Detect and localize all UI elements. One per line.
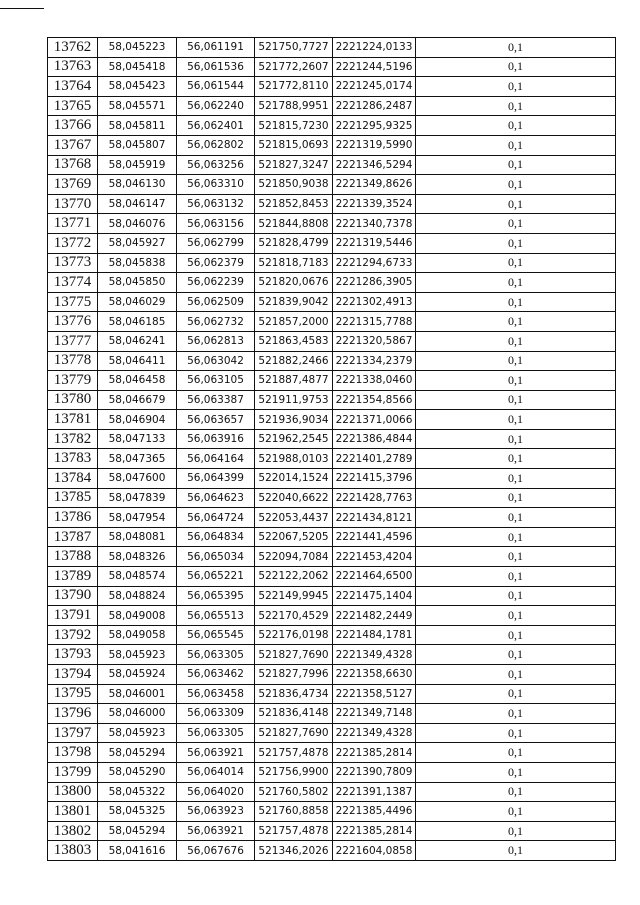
- longitude-cell: 56,065221: [177, 567, 255, 587]
- point-id-cell: 13784: [48, 469, 98, 489]
- y-coordinate-cell: 2221390,7809: [333, 762, 416, 782]
- table-row: [48, 547, 616, 567]
- point-id-cell: 13772: [48, 233, 98, 253]
- y-coordinate-cell: 2221385,2814: [333, 821, 416, 841]
- longitude-cell: 56,062509: [177, 292, 255, 312]
- table-row: [48, 175, 616, 195]
- latitude-cell: 58,045927: [98, 233, 177, 253]
- point-id-cell: 13781: [48, 410, 98, 430]
- point-id-cell: 13789: [48, 567, 98, 587]
- deviation-cell: 0,1: [416, 57, 616, 77]
- table-row: [48, 429, 616, 449]
- deviation-cell: 0,1: [416, 684, 616, 704]
- x-coordinate-cell: 522053,4437: [255, 508, 333, 528]
- latitude-cell: 58,045322: [98, 782, 177, 802]
- table-row: [48, 567, 616, 587]
- table-row: [48, 449, 616, 469]
- y-coordinate-cell: 2221349,4328: [333, 645, 416, 665]
- x-coordinate-cell: 521820,0676: [255, 273, 333, 293]
- latitude-cell: 58,046001: [98, 684, 177, 704]
- longitude-cell: 56,062401: [177, 116, 255, 136]
- point-id-cell: 13771: [48, 214, 98, 234]
- y-coordinate-cell: 2221295,9325: [333, 116, 416, 136]
- deviation-cell: 0,1: [416, 488, 616, 508]
- latitude-cell: 58,048824: [98, 586, 177, 606]
- latitude-cell: 58,046076: [98, 214, 177, 234]
- longitude-cell: 56,063132: [177, 194, 255, 214]
- latitude-cell: 58,046241: [98, 331, 177, 351]
- x-coordinate-cell: 521887,4877: [255, 371, 333, 391]
- deviation-cell: 0,1: [416, 665, 616, 685]
- longitude-cell: 56,067676: [177, 841, 255, 861]
- deviation-cell: 0,1: [416, 214, 616, 234]
- longitude-cell: 56,063657: [177, 410, 255, 430]
- table-row: [48, 606, 616, 626]
- deviation-cell: 0,1: [416, 645, 616, 665]
- y-coordinate-cell: 2221484,1781: [333, 625, 416, 645]
- latitude-cell: 58,047954: [98, 508, 177, 528]
- table-row: [48, 782, 616, 802]
- deviation-cell: 0,1: [416, 38, 616, 58]
- x-coordinate-cell: 521815,0693: [255, 135, 333, 155]
- point-id-cell: 13775: [48, 292, 98, 312]
- point-id-cell: 13779: [48, 371, 98, 391]
- table-row: [48, 469, 616, 489]
- point-id-cell: 13774: [48, 273, 98, 293]
- longitude-cell: 56,063916: [177, 429, 255, 449]
- deviation-cell: 0,1: [416, 449, 616, 469]
- point-id-cell: 13767: [48, 135, 98, 155]
- table-row: [48, 253, 616, 273]
- table-row: [48, 116, 616, 136]
- table-row: [48, 704, 616, 724]
- deviation-cell: 0,1: [416, 273, 616, 293]
- table-row: [48, 331, 616, 351]
- deviation-cell: 0,1: [416, 704, 616, 724]
- longitude-cell: 56,065545: [177, 625, 255, 645]
- x-coordinate-cell: 522014,1524: [255, 469, 333, 489]
- table-row: [48, 527, 616, 547]
- latitude-cell: 58,045923: [98, 645, 177, 665]
- coordinates-table-body: [48, 38, 616, 861]
- table-row: [48, 233, 616, 253]
- x-coordinate-cell: 522094,7084: [255, 547, 333, 567]
- x-coordinate-cell: 522149,9945: [255, 586, 333, 606]
- longitude-cell: 56,062239: [177, 273, 255, 293]
- deviation-cell: 0,1: [416, 429, 616, 449]
- longitude-cell: 56,061536: [177, 57, 255, 77]
- y-coordinate-cell: 2221339,3524: [333, 194, 416, 214]
- longitude-cell: 56,063256: [177, 155, 255, 175]
- latitude-cell: 58,047365: [98, 449, 177, 469]
- y-coordinate-cell: 2221319,5990: [333, 135, 416, 155]
- x-coordinate-cell: 521911,9753: [255, 390, 333, 410]
- y-coordinate-cell: 2221371,0066: [333, 410, 416, 430]
- point-id-cell: 13782: [48, 429, 98, 449]
- longitude-cell: 56,063462: [177, 665, 255, 685]
- longitude-cell: 56,063309: [177, 704, 255, 724]
- table-row: [48, 38, 616, 58]
- y-coordinate-cell: 2221349,4328: [333, 723, 416, 743]
- y-coordinate-cell: 2221391,1387: [333, 782, 416, 802]
- y-coordinate-cell: 2221441,4596: [333, 527, 416, 547]
- deviation-cell: 0,1: [416, 802, 616, 822]
- coordinates-table: [47, 37, 616, 861]
- x-coordinate-cell: 521818,7183: [255, 253, 333, 273]
- x-coordinate-cell: 521750,7727: [255, 38, 333, 58]
- longitude-cell: 56,063921: [177, 821, 255, 841]
- latitude-cell: 58,045924: [98, 665, 177, 685]
- latitude-cell: 58,046147: [98, 194, 177, 214]
- latitude-cell: 58,045294: [98, 821, 177, 841]
- longitude-cell: 56,063156: [177, 214, 255, 234]
- y-coordinate-cell: 2221286,2487: [333, 96, 416, 116]
- table-row: [48, 625, 616, 645]
- longitude-cell: 56,063387: [177, 390, 255, 410]
- longitude-cell: 56,063921: [177, 743, 255, 763]
- x-coordinate-cell: 522170,4529: [255, 606, 333, 626]
- y-coordinate-cell: 2221354,8566: [333, 390, 416, 410]
- point-id-cell: 13769: [48, 175, 98, 195]
- x-coordinate-cell: 521857,2000: [255, 312, 333, 332]
- table-row: [48, 684, 616, 704]
- deviation-cell: 0,1: [416, 586, 616, 606]
- latitude-cell: 58,046185: [98, 312, 177, 332]
- latitude-cell: 58,046029: [98, 292, 177, 312]
- table-row: [48, 273, 616, 293]
- latitude-cell: 58,046411: [98, 351, 177, 371]
- point-id-cell: 13764: [48, 77, 98, 97]
- longitude-cell: 56,063458: [177, 684, 255, 704]
- latitude-cell: 58,045325: [98, 802, 177, 822]
- x-coordinate-cell: 522122,2062: [255, 567, 333, 587]
- y-coordinate-cell: 2221286,3905: [333, 273, 416, 293]
- point-id-cell: 13778: [48, 351, 98, 371]
- latitude-cell: 58,046458: [98, 371, 177, 391]
- deviation-cell: 0,1: [416, 175, 616, 195]
- longitude-cell: 56,064834: [177, 527, 255, 547]
- deviation-cell: 0,1: [416, 116, 616, 136]
- x-coordinate-cell: 521988,0103: [255, 449, 333, 469]
- table-row: [48, 214, 616, 234]
- latitude-cell: 58,045811: [98, 116, 177, 136]
- deviation-cell: 0,1: [416, 547, 616, 567]
- deviation-cell: 0,1: [416, 96, 616, 116]
- y-coordinate-cell: 2221453,4204: [333, 547, 416, 567]
- point-id-cell: 13792: [48, 625, 98, 645]
- latitude-cell: 58,047133: [98, 429, 177, 449]
- y-coordinate-cell: 2221244,5196: [333, 57, 416, 77]
- table-row: [48, 371, 616, 391]
- longitude-cell: 56,064020: [177, 782, 255, 802]
- longitude-cell: 56,063042: [177, 351, 255, 371]
- table-row: [48, 390, 616, 410]
- latitude-cell: 58,045294: [98, 743, 177, 763]
- y-coordinate-cell: 2221320,5867: [333, 331, 416, 351]
- point-id-cell: 13790: [48, 586, 98, 606]
- point-id-cell: 13783: [48, 449, 98, 469]
- y-coordinate-cell: 2221315,7788: [333, 312, 416, 332]
- longitude-cell: 56,065034: [177, 547, 255, 567]
- longitude-cell: 56,064724: [177, 508, 255, 528]
- table-row: [48, 351, 616, 371]
- longitude-cell: 56,062802: [177, 135, 255, 155]
- longitude-cell: 56,065513: [177, 606, 255, 626]
- y-coordinate-cell: 2221415,3796: [333, 469, 416, 489]
- y-coordinate-cell: 2221464,6500: [333, 567, 416, 587]
- deviation-cell: 0,1: [416, 312, 616, 332]
- point-id-cell: 13797: [48, 723, 98, 743]
- x-coordinate-cell: 521828,4799: [255, 233, 333, 253]
- y-coordinate-cell: 2221358,5127: [333, 684, 416, 704]
- x-coordinate-cell: 521850,9038: [255, 175, 333, 195]
- deviation-cell: 0,1: [416, 351, 616, 371]
- y-coordinate-cell: 2221385,4496: [333, 802, 416, 822]
- deviation-cell: 0,1: [416, 469, 616, 489]
- longitude-cell: 56,064399: [177, 469, 255, 489]
- point-id-cell: 13785: [48, 488, 98, 508]
- y-coordinate-cell: 2221604,0858: [333, 841, 416, 861]
- x-coordinate-cell: 522040,6622: [255, 488, 333, 508]
- deviation-cell: 0,1: [416, 606, 616, 626]
- x-coordinate-cell: 521788,9951: [255, 96, 333, 116]
- x-coordinate-cell: 521772,8110: [255, 77, 333, 97]
- deviation-cell: 0,1: [416, 233, 616, 253]
- x-coordinate-cell: 521757,4878: [255, 743, 333, 763]
- longitude-cell: 56,064164: [177, 449, 255, 469]
- y-coordinate-cell: 2221434,8121: [333, 508, 416, 528]
- deviation-cell: 0,1: [416, 841, 616, 861]
- point-id-cell: 13786: [48, 508, 98, 528]
- point-id-cell: 13787: [48, 527, 98, 547]
- longitude-cell: 56,063305: [177, 723, 255, 743]
- longitude-cell: 56,062379: [177, 253, 255, 273]
- point-id-cell: 13796: [48, 704, 98, 724]
- deviation-cell: 0,1: [416, 253, 616, 273]
- table-row: [48, 57, 616, 77]
- latitude-cell: 58,048326: [98, 547, 177, 567]
- longitude-cell: 56,063305: [177, 645, 255, 665]
- table-row: [48, 508, 616, 528]
- table-row: [48, 586, 616, 606]
- point-id-cell: 13773: [48, 253, 98, 273]
- latitude-cell: 58,045423: [98, 77, 177, 97]
- latitude-cell: 58,048081: [98, 527, 177, 547]
- latitude-cell: 58,041616: [98, 841, 177, 861]
- deviation-cell: 0,1: [416, 821, 616, 841]
- deviation-cell: 0,1: [416, 135, 616, 155]
- x-coordinate-cell: 521772,2607: [255, 57, 333, 77]
- y-coordinate-cell: 2221349,7148: [333, 704, 416, 724]
- x-coordinate-cell: 522176,0198: [255, 625, 333, 645]
- longitude-cell: 56,062240: [177, 96, 255, 116]
- x-coordinate-cell: 521882,2466: [255, 351, 333, 371]
- page-top-rule: [0, 8, 44, 9]
- table-row: [48, 665, 616, 685]
- table-row: [48, 292, 616, 312]
- latitude-cell: 58,045850: [98, 273, 177, 293]
- point-id-cell: 13762: [48, 38, 98, 58]
- longitude-cell: 56,061191: [177, 38, 255, 58]
- point-id-cell: 13803: [48, 841, 98, 861]
- latitude-cell: 58,047600: [98, 469, 177, 489]
- y-coordinate-cell: 2221302,4913: [333, 292, 416, 312]
- table-row: [48, 194, 616, 214]
- point-id-cell: 13793: [48, 645, 98, 665]
- latitude-cell: 58,049008: [98, 606, 177, 626]
- deviation-cell: 0,1: [416, 723, 616, 743]
- point-id-cell: 13776: [48, 312, 98, 332]
- point-id-cell: 13794: [48, 665, 98, 685]
- y-coordinate-cell: 2221245,0174: [333, 77, 416, 97]
- point-id-cell: 13802: [48, 821, 98, 841]
- deviation-cell: 0,1: [416, 625, 616, 645]
- y-coordinate-cell: 2221358,6630: [333, 665, 416, 685]
- x-coordinate-cell: 521844,8808: [255, 214, 333, 234]
- latitude-cell: 58,045923: [98, 723, 177, 743]
- table-row: [48, 821, 616, 841]
- x-coordinate-cell: 521962,2545: [255, 429, 333, 449]
- table-row: [48, 155, 616, 175]
- y-coordinate-cell: 2221386,4844: [333, 429, 416, 449]
- table-row: [48, 645, 616, 665]
- latitude-cell: 58,046904: [98, 410, 177, 430]
- y-coordinate-cell: 2221338,0460: [333, 371, 416, 391]
- longitude-cell: 56,062813: [177, 331, 255, 351]
- x-coordinate-cell: 521760,8858: [255, 802, 333, 822]
- point-id-cell: 13795: [48, 684, 98, 704]
- latitude-cell: 58,046130: [98, 175, 177, 195]
- table-row: [48, 410, 616, 430]
- point-id-cell: 13801: [48, 802, 98, 822]
- y-coordinate-cell: 2221340,7378: [333, 214, 416, 234]
- latitude-cell: 58,045223: [98, 38, 177, 58]
- x-coordinate-cell: 521827,3247: [255, 155, 333, 175]
- latitude-cell: 58,045838: [98, 253, 177, 273]
- deviation-cell: 0,1: [416, 292, 616, 312]
- latitude-cell: 58,045571: [98, 96, 177, 116]
- y-coordinate-cell: 2221294,6733: [333, 253, 416, 273]
- table-row: [48, 762, 616, 782]
- deviation-cell: 0,1: [416, 390, 616, 410]
- x-coordinate-cell: 521757,4878: [255, 821, 333, 841]
- x-coordinate-cell: 521936,9034: [255, 410, 333, 430]
- point-id-cell: 13788: [48, 547, 98, 567]
- deviation-cell: 0,1: [416, 567, 616, 587]
- longitude-cell: 56,064623: [177, 488, 255, 508]
- deviation-cell: 0,1: [416, 527, 616, 547]
- longitude-cell: 56,064014: [177, 762, 255, 782]
- latitude-cell: 58,045807: [98, 135, 177, 155]
- point-id-cell: 13798: [48, 743, 98, 763]
- deviation-cell: 0,1: [416, 410, 616, 430]
- latitude-cell: 58,045290: [98, 762, 177, 782]
- longitude-cell: 56,065395: [177, 586, 255, 606]
- point-id-cell: 13768: [48, 155, 98, 175]
- deviation-cell: 0,1: [416, 77, 616, 97]
- x-coordinate-cell: 521836,4148: [255, 704, 333, 724]
- point-id-cell: 13791: [48, 606, 98, 626]
- y-coordinate-cell: 2221319,5446: [333, 233, 416, 253]
- longitude-cell: 56,062799: [177, 233, 255, 253]
- x-coordinate-cell: 521836,4734: [255, 684, 333, 704]
- x-coordinate-cell: 521827,7690: [255, 723, 333, 743]
- table-row: [48, 802, 616, 822]
- table-row: [48, 723, 616, 743]
- latitude-cell: 58,046679: [98, 390, 177, 410]
- table-row: [48, 96, 616, 116]
- deviation-cell: 0,1: [416, 331, 616, 351]
- x-coordinate-cell: 521346,2026: [255, 841, 333, 861]
- latitude-cell: 58,049058: [98, 625, 177, 645]
- deviation-cell: 0,1: [416, 743, 616, 763]
- y-coordinate-cell: 2221224,0133: [333, 38, 416, 58]
- longitude-cell: 56,062732: [177, 312, 255, 332]
- table-row: [48, 77, 616, 97]
- y-coordinate-cell: 2221385,2814: [333, 743, 416, 763]
- x-coordinate-cell: 521839,9042: [255, 292, 333, 312]
- x-coordinate-cell: 521756,9900: [255, 762, 333, 782]
- x-coordinate-cell: 521852,8453: [255, 194, 333, 214]
- point-id-cell: 13770: [48, 194, 98, 214]
- table-row: [48, 488, 616, 508]
- deviation-cell: 0,1: [416, 782, 616, 802]
- deviation-cell: 0,1: [416, 371, 616, 391]
- deviation-cell: 0,1: [416, 762, 616, 782]
- x-coordinate-cell: 522067,5205: [255, 527, 333, 547]
- x-coordinate-cell: 521827,7996: [255, 665, 333, 685]
- y-coordinate-cell: 2221401,2789: [333, 449, 416, 469]
- latitude-cell: 58,045919: [98, 155, 177, 175]
- latitude-cell: 58,045418: [98, 57, 177, 77]
- y-coordinate-cell: 2221349,8626: [333, 175, 416, 195]
- point-id-cell: 13777: [48, 331, 98, 351]
- y-coordinate-cell: 2221334,2379: [333, 351, 416, 371]
- latitude-cell: 58,046000: [98, 704, 177, 724]
- y-coordinate-cell: 2221346,5294: [333, 155, 416, 175]
- longitude-cell: 56,063105: [177, 371, 255, 391]
- x-coordinate-cell: 521760,5802: [255, 782, 333, 802]
- y-coordinate-cell: 2221482,2449: [333, 606, 416, 626]
- table-row: [48, 743, 616, 763]
- table-row: [48, 841, 616, 861]
- deviation-cell: 0,1: [416, 508, 616, 528]
- latitude-cell: 58,047839: [98, 488, 177, 508]
- point-id-cell: 13799: [48, 762, 98, 782]
- y-coordinate-cell: 2221475,1404: [333, 586, 416, 606]
- point-id-cell: 13800: [48, 782, 98, 802]
- x-coordinate-cell: 521827,7690: [255, 645, 333, 665]
- point-id-cell: 13766: [48, 116, 98, 136]
- point-id-cell: 13765: [48, 96, 98, 116]
- x-coordinate-cell: 521863,4583: [255, 331, 333, 351]
- table-row: [48, 312, 616, 332]
- point-id-cell: 13763: [48, 57, 98, 77]
- longitude-cell: 56,061544: [177, 77, 255, 97]
- longitude-cell: 56,063310: [177, 175, 255, 195]
- latitude-cell: 58,048574: [98, 567, 177, 587]
- x-coordinate-cell: 521815,7230: [255, 116, 333, 136]
- table-row: [48, 135, 616, 155]
- deviation-cell: 0,1: [416, 155, 616, 175]
- deviation-cell: 0,1: [416, 194, 616, 214]
- y-coordinate-cell: 2221428,7763: [333, 488, 416, 508]
- longitude-cell: 56,063923: [177, 802, 255, 822]
- point-id-cell: 13780: [48, 390, 98, 410]
